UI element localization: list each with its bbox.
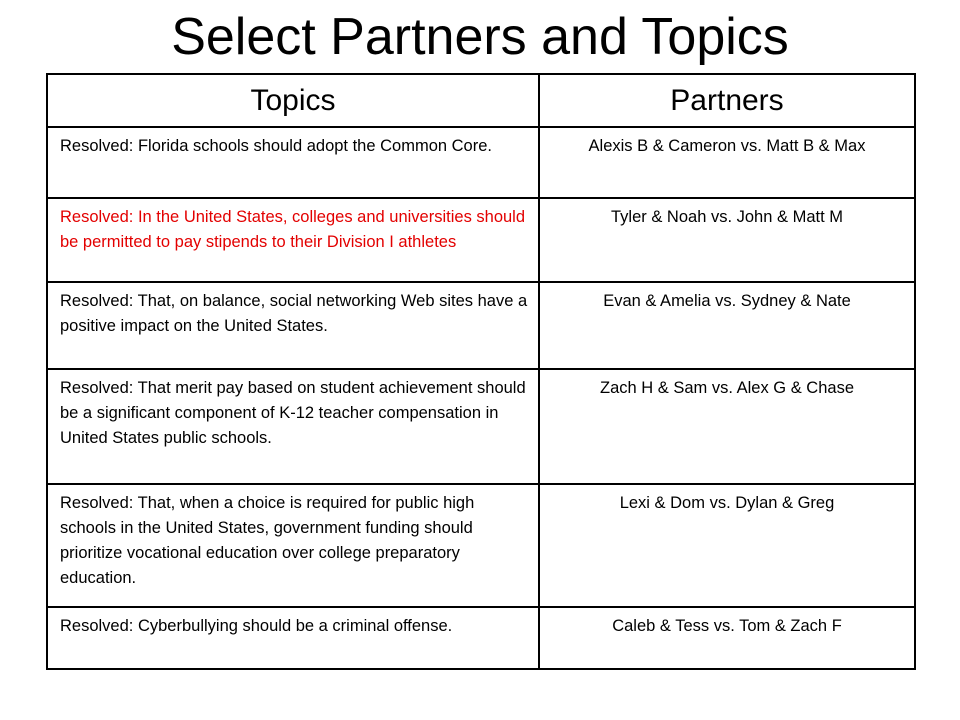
table-row (47, 198, 915, 282)
table-row (47, 607, 915, 669)
topic-cell: Resolved: That, when a choice is required for public high schools in the United States, government funding should prioritize vocational education over college preparatory education. (47, 484, 539, 607)
partners-cell: Caleb & Tess vs. Tom & Zach F (539, 607, 915, 669)
partners-column-header: Partners (539, 74, 915, 127)
table-header-row (47, 74, 915, 127)
partners-cell: Lexi & Dom vs. Dylan & Greg (539, 484, 915, 607)
topic-cell: Resolved: That merit pay based on student achievement should be a significant component of K-12 teacher compensation in United States public schools. (47, 369, 539, 484)
page-title: Select Partners and Topics (171, 8, 789, 66)
partners-cell: Evan & Amelia vs. Sydney & Nate (539, 282, 915, 369)
topic-cell: Resolved: That, on balance, social networking Web sites have a positive impact on the United States. (47, 282, 539, 369)
partners-cell: Tyler & Noah vs. John & Matt M (539, 198, 915, 282)
topic-cell: Resolved: Florida schools should adopt the Common Core. (47, 127, 539, 198)
partners-cell: Alexis B & Cameron vs. Matt B & Max (539, 127, 915, 198)
topic-cell: Resolved: Cyberbullying should be a criminal offense. (47, 607, 539, 669)
topics-column-header: Topics (47, 74, 539, 127)
table-row (47, 484, 915, 607)
topic-cell: Resolved: In the United States, colleges and universities should be permitted to pay stipends to their Division I athletes (47, 198, 539, 282)
topics-partners-table (46, 73, 916, 670)
partners-cell: Zach H & Sam vs. Alex G & Chase (539, 369, 915, 484)
table-row (47, 127, 915, 198)
table-row (47, 369, 915, 484)
table-row (47, 282, 915, 369)
